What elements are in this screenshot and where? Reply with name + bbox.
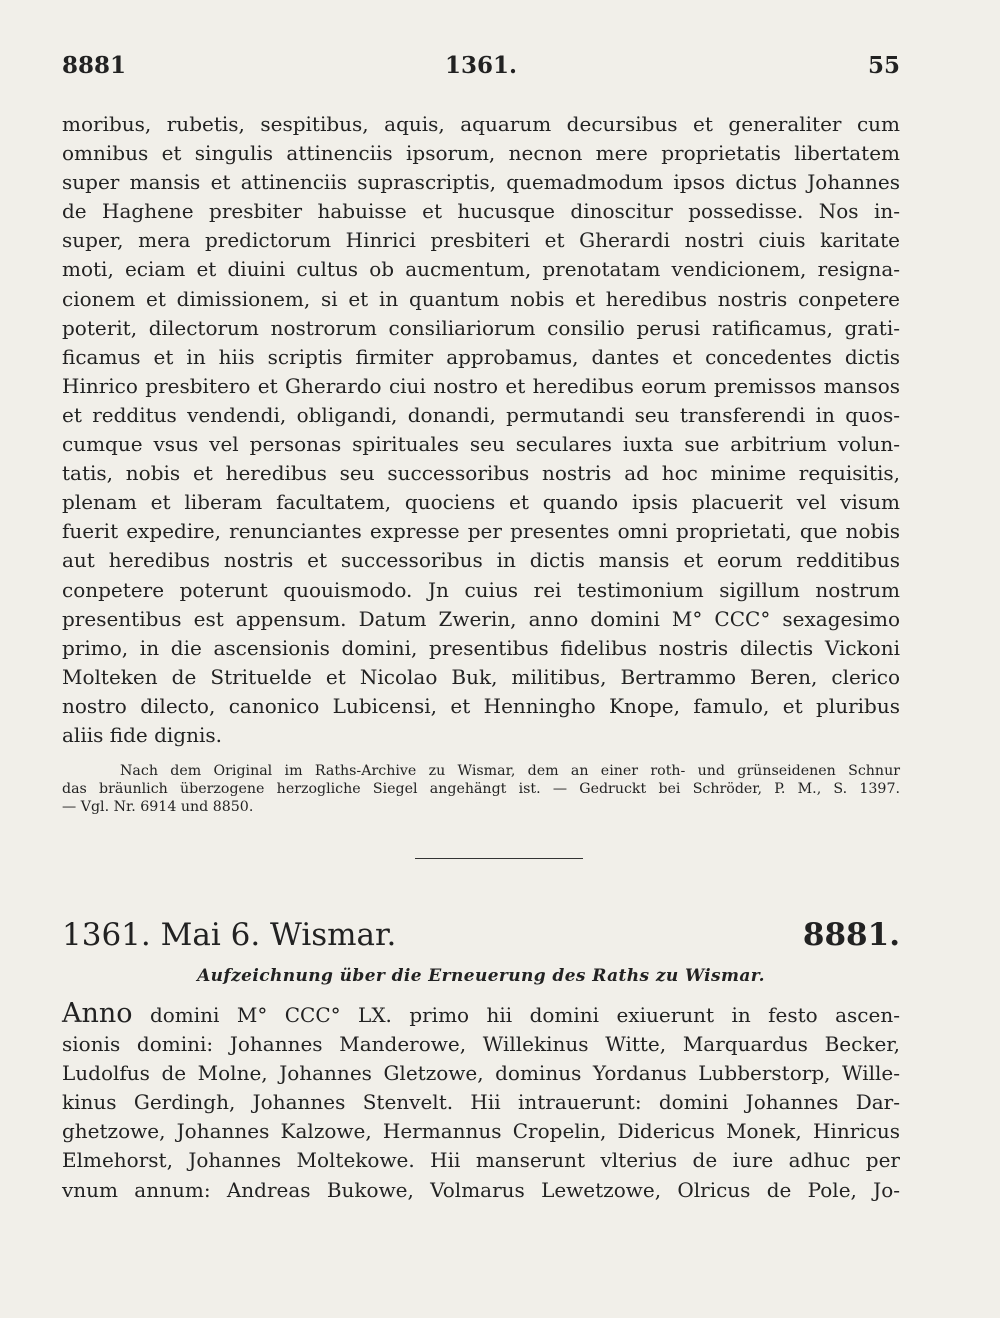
text-line: Ludolfus de Molne, Johannes Gletzowe, dominus Yordanus Lubberstorp, Wille- (62, 1061, 900, 1086)
text-line: fuerit expedire, renunciantes expresse per presentes omni proprietati, que nobis (62, 519, 900, 544)
running-head (62, 52, 900, 86)
entry-heading (62, 915, 900, 963)
text-line: et redditus vendendi, obligandi, donandi, permutandi seu transferendi in quos- (62, 402, 900, 427)
text-line: Elmehorst, Johannes Moltekowe. Hii manserunt vlterius de iure adhuc per (62, 1148, 900, 1173)
text-line: omnibus et singulis attinenciis ipsorum, necnon mere proprietatis libertatem (62, 141, 900, 166)
running-head-year: 1361. (444, 52, 518, 79)
page-number: 55 (867, 52, 900, 79)
text-line: Molteken de Strituelde et Nicolao Buk, militibus, Bertrammo Beren, clerico (62, 664, 900, 689)
text-line: moti, eciam et diuini cultus ob aucmentum, prenotatam vendicionem, resigna- (62, 257, 900, 282)
text-line: aut heredibus nostris et successoribus in dictis mansis et eorum redditibus (62, 548, 900, 573)
note-line: — Vgl. Nr. 6914 und 8850. (62, 799, 254, 815)
text-line: sionis domini: Johannes Manderowe, Willekinus Witte, Marquardus Becker, (62, 1032, 900, 1057)
text-line: primo, in die ascensionis domini, presentibus fidelibus nostris dilectis Vickoni (62, 635, 900, 660)
text-line: plenam et liberam facultatem, quociens et quando ipsis placuerit vel visum (62, 490, 900, 515)
initial-word: Anno (62, 998, 133, 1029)
first-line-text: domini M° CCC° LX. primo hii domini exiuerunt in festo ascen- (132, 1003, 900, 1027)
text-line (62, 999, 900, 1030)
record-text (62, 999, 900, 1205)
text-line: moribus, rubetis, sespitibus, aquis, aquarum decursibus et generaliter cum (62, 112, 900, 136)
note-line: das bräunlich überzogene herzogliche Siegel angehängt ist. — Gedruckt bei Schröder, P. M., S. 1397. (62, 781, 900, 797)
text-line: presentibus est appensum. Datum Zwerin, anno domini M° CCC° sexagesimo (62, 606, 900, 631)
charter-text (62, 110, 900, 750)
note-line: Nach dem Original im Raths-Archive zu Wismar, dem an einer roth- und grünseidenen Schnur (120, 763, 900, 779)
text-line: tatis, nobis et heredibus seu successoribus nostris ad hoc minime requisitis, (62, 461, 900, 486)
text-line: super, mera predictorum Hinrici presbiteri et Gherardi nostri ciuis karitate (62, 228, 900, 253)
text-line: de Haghene presbiter habuisse et hucusque dinoscitur possedisse. Nos in- (62, 199, 900, 224)
text-line: nostro dilecto, canonico Lubicensi, et Henningho Knope, famulo, et pluribus (62, 693, 900, 718)
section-divider (415, 858, 583, 859)
entry-date-place: 1361. Mai 6. Wismar. (62, 917, 397, 953)
text-line: aliis fide dignis. (62, 722, 222, 747)
text-line: Hinrico presbitero et Gherardo ciui nostro et heredibus eorum premissos mansos (62, 373, 900, 398)
entry-number: 8881. (802, 917, 900, 953)
source-note (62, 762, 900, 816)
text-line: kinus Gerdingh, Johannes Stenvelt. Hii intrauerunt: domini Johannes Dar- (62, 1090, 900, 1115)
text-line: vnum annum: Andreas Bukowe, Volmarus Lewetzowe, Olricus de Pole, Jo- (62, 1177, 900, 1202)
text-line: cumque vsus vel personas spirituales seu seculares iuxta sue arbitrium volun- (62, 432, 900, 457)
text-line: poterit, dilectorum nostrorum consiliariorum consilio perusi ratificamus, grati- (62, 315, 900, 340)
text-line: ficamus et in hiis scriptis firmiter approbamus, dantes et concedentes dictis (62, 344, 900, 369)
running-head-entry-number: 8881 (62, 52, 127, 79)
text-line: cionem et dimissionem, si et in quantum nobis et heredibus nostris conpetere (62, 286, 900, 311)
text-line: super mansis et attinenciis suprascriptis, quemadmodum ipsos dictus Johannes (62, 170, 900, 195)
text-line: conpetere poterunt quouismodo. Jn cuius rei testimonium sigillum nostrum (62, 577, 900, 602)
entry-title: Aufzeichnung über die Erneuerung des Raths zu Wismar. (197, 966, 765, 986)
text-line: ghetzowe, Johannes Kalzowe, Hermannus Cropelin, Didericus Monek, Hinricus (62, 1119, 900, 1144)
